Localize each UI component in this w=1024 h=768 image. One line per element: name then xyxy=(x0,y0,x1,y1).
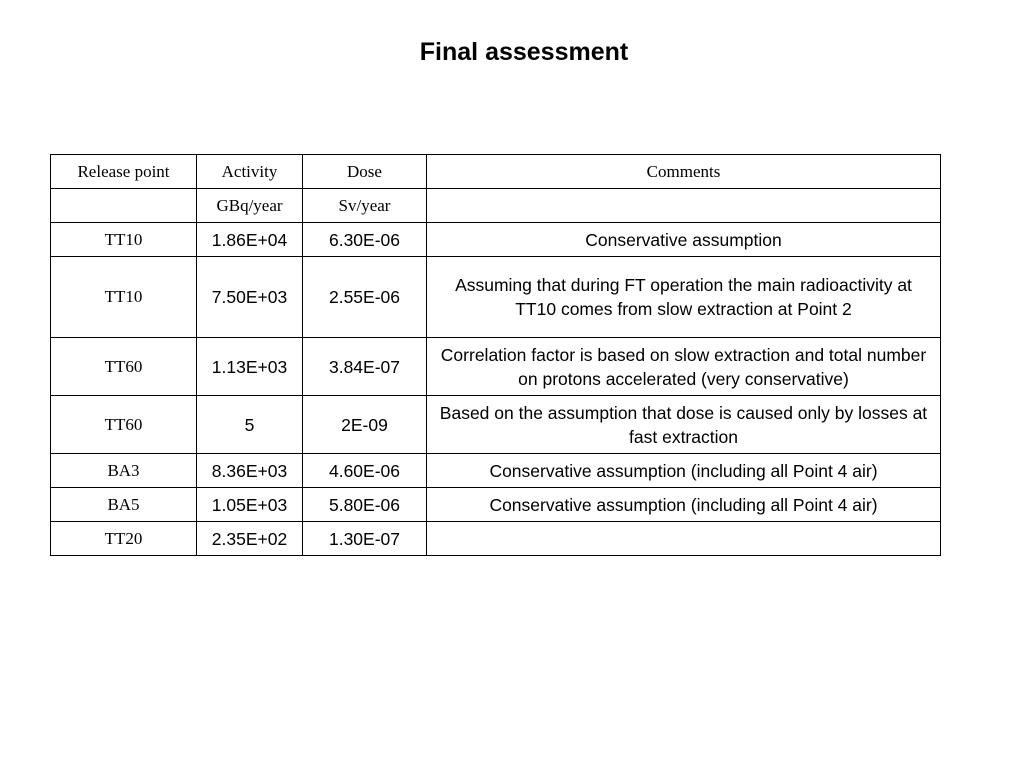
table-row xyxy=(51,454,941,488)
activity-cell: 1.05E+03 xyxy=(197,488,303,522)
release-point-cell: TT60 xyxy=(51,396,197,454)
header-dose: Dose xyxy=(303,155,427,189)
release-point-cell: TT10 xyxy=(51,223,197,257)
unit-dose: Sv/year xyxy=(303,189,427,223)
unit-release-point xyxy=(51,189,197,223)
comment-cell: Correlation factor is based on slow extraction and total number on protons accelerated (very conservative) xyxy=(427,338,941,396)
activity-cell: 2.35E+02 xyxy=(197,522,303,556)
table-row xyxy=(51,488,941,522)
header-row xyxy=(51,155,941,189)
release-point-cell: TT60 xyxy=(51,338,197,396)
header-activity: Activity xyxy=(197,155,303,189)
release-point-cell: TT20 xyxy=(51,522,197,556)
comment-cell: Conservative assumption (including all Point 4 air) xyxy=(427,454,941,488)
units-row xyxy=(51,189,941,223)
dose-cell: 5.80E-06 xyxy=(303,488,427,522)
activity-cell: 5 xyxy=(197,396,303,454)
activity-cell: 8.36E+03 xyxy=(197,454,303,488)
comment-cell xyxy=(427,522,941,556)
table-row xyxy=(51,396,941,454)
unit-activity: GBq/year xyxy=(197,189,303,223)
dose-cell: 3.84E-07 xyxy=(303,338,427,396)
release-point-cell: TT10 xyxy=(51,257,197,338)
assessment-table xyxy=(50,154,941,556)
release-point-cell: BA5 xyxy=(51,488,197,522)
table-row xyxy=(51,338,941,396)
release-point-cell: BA3 xyxy=(51,454,197,488)
header-comments: Comments xyxy=(427,155,941,189)
comment-cell: Based on the assumption that dose is caused only by losses at fast extraction xyxy=(427,396,941,454)
comment-cell: Assuming that during FT operation the main radioactivity at TT10 comes from slow extraction at Point 2 xyxy=(427,257,941,338)
table-row xyxy=(51,223,941,257)
activity-cell: 1.86E+04 xyxy=(197,223,303,257)
dose-cell: 2E-09 xyxy=(303,396,427,454)
dose-cell: 6.30E-06 xyxy=(303,223,427,257)
unit-comments xyxy=(427,189,941,223)
table-row xyxy=(51,257,941,338)
slide-title: Final assessment xyxy=(419,38,629,66)
dose-cell: 2.55E-06 xyxy=(303,257,427,338)
table-row xyxy=(51,522,941,556)
activity-cell: 1.13E+03 xyxy=(197,338,303,396)
dose-cell: 1.30E-07 xyxy=(303,522,427,556)
comment-cell: Conservative assumption xyxy=(427,223,941,257)
dose-cell: 4.60E-06 xyxy=(303,454,427,488)
comment-cell: Conservative assumption (including all Point 4 air) xyxy=(427,488,941,522)
header-release-point: Release point xyxy=(51,155,197,189)
activity-cell: 7.50E+03 xyxy=(197,257,303,338)
